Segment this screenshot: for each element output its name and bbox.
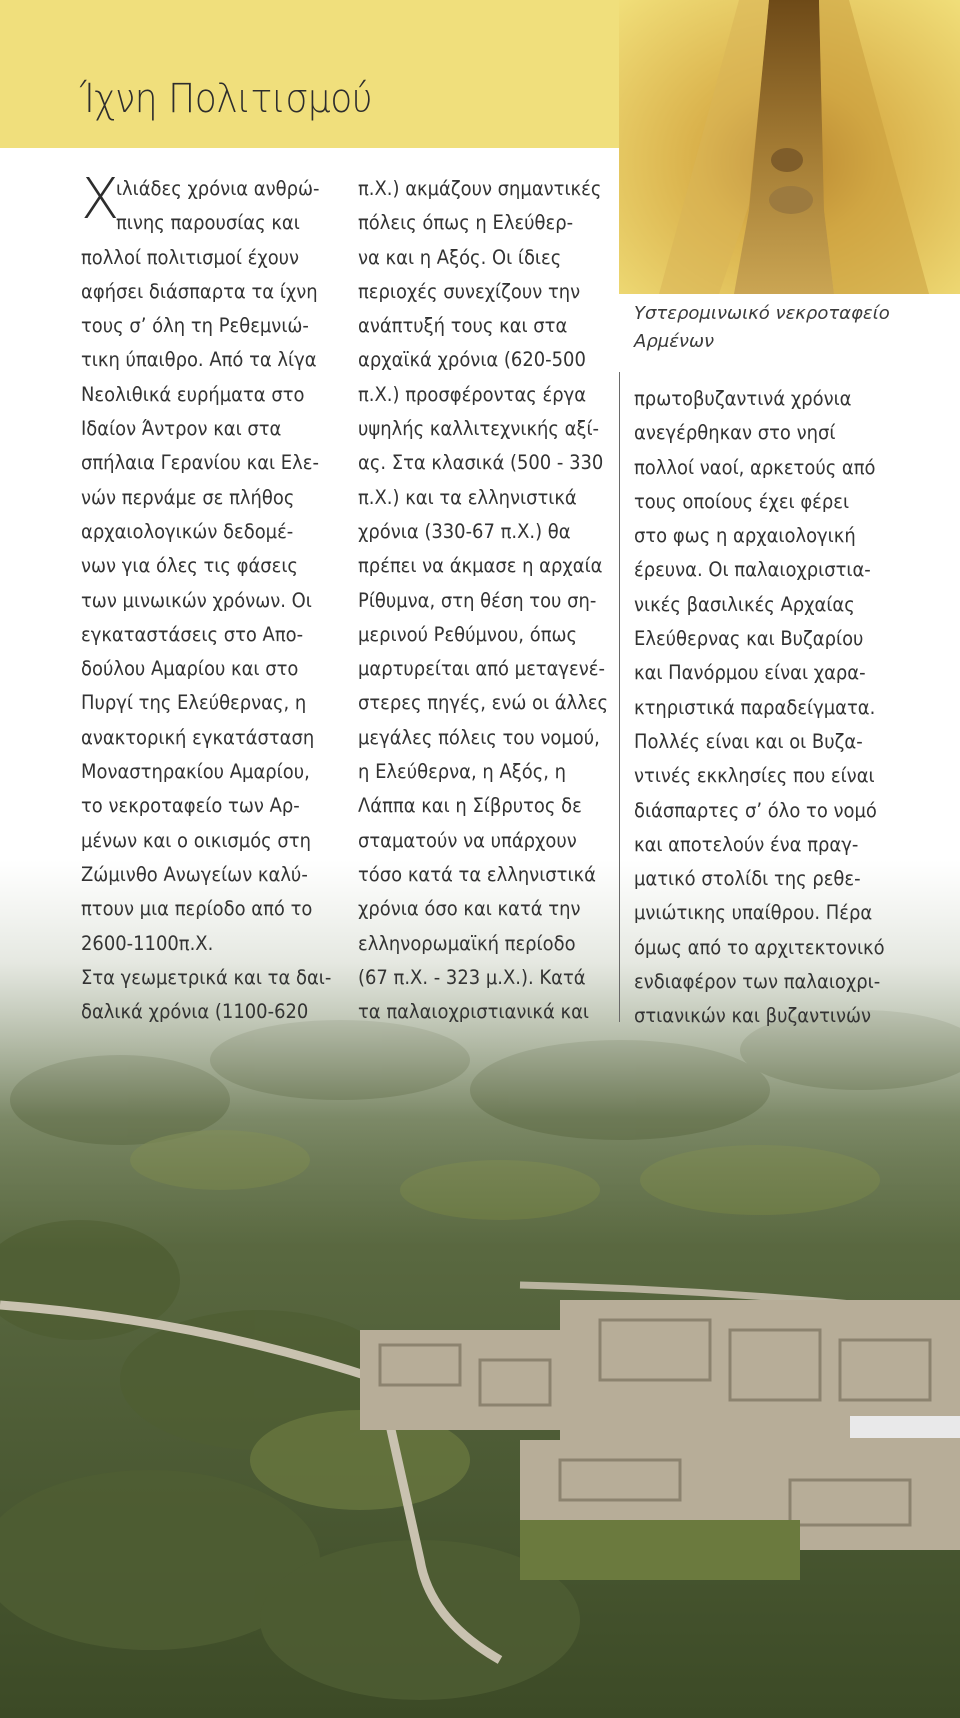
text-line: ντινές εκκλησίες που είναι — [634, 764, 875, 788]
text-line: ιλιάδες χρόνια ανθρώ- — [115, 177, 320, 200]
text-line: δαλικά χρόνια (1100-620 — [81, 1000, 309, 1024]
text-line: μένων και ο οικισμός στη — [81, 828, 311, 852]
text-line: έρευνα. Οι παλαιοχριστια- — [634, 558, 871, 582]
text-line: μνιώτικης υπαίθρου. Πέρα — [634, 901, 873, 925]
text-line: ανάπτυξή τους και στα — [358, 314, 568, 338]
text-line: νών περνάμε σε πλήθος — [81, 485, 295, 509]
text-line: τικη ύπαιθρο. Από τα λίγα — [81, 348, 317, 372]
text-line: Ζώμινθο Ανωγείων καλύ- — [81, 862, 308, 886]
text-line: δούλου Αμαρίου και στο — [81, 657, 299, 681]
text-line: π.Χ.) ακμάζουν σημαντικές — [358, 177, 602, 200]
text-line: σπήλαια Γερανίου και Ελε- — [81, 451, 319, 475]
text-line: ενδιαφέρον των παλαιοχρι- — [634, 970, 881, 994]
page-title: Ίχνη Πολιτισμού — [80, 76, 373, 122]
text-line: ανεγέρθηκαν στο νησί — [634, 421, 836, 445]
text-column-2 — [358, 172, 609, 1029]
text-line: πολλοί πολιτισμοί έχουν — [81, 245, 300, 269]
text-line: νων για όλες τις φάσεις — [81, 554, 298, 578]
text-line: υψηλής καλλιτεχνικής αξί- — [358, 417, 600, 441]
tomb-photo — [619, 0, 960, 294]
text-line: ματικό στολίδι της ρεθε- — [634, 867, 861, 891]
text-line: τους οποίους έχει φέρει — [634, 489, 850, 513]
text-line: σταματούν να υπάρχουν — [358, 828, 577, 852]
text-line: αρχαιολογικών δεδομέ- — [81, 519, 294, 543]
text-line: εγκαταστάσεις στο Απο- — [81, 622, 304, 646]
text-line: μαρτυρείται από μεταγενέ- — [358, 657, 605, 681]
text-line: στο φως η αρχαιολογική — [634, 524, 856, 548]
text-line: Μοναστηρακίου Αμαρίου, — [81, 760, 310, 784]
text-line: κτηριστικά παραδείγματα. — [634, 695, 876, 719]
text-line: πρωτοβυζαντινά χρόνια — [634, 387, 852, 410]
text-line: Πυργί της Ελεύθερνας, η — [81, 691, 307, 715]
column-divider — [619, 372, 620, 1022]
text-line: να και η Αξός. Οι ίδιες — [358, 245, 562, 269]
text-line: πτουν μια περίοδο από το — [81, 897, 313, 921]
text-line: Στα γεωμετρικά και τα δαι- — [81, 965, 332, 989]
text-line: π.Χ.) και τα ελληνιστικά — [358, 485, 577, 509]
text-column-3 — [634, 382, 934, 1034]
text-line: νικές βασιλικές Αρχαίας — [634, 592, 855, 616]
text-line: ελληνορωμαϊκή περίοδο — [358, 931, 576, 955]
text-line: μεγάλες πόλεις του νομού, — [358, 725, 600, 749]
text-line: πόλεις όπως η Ελεύθερ- — [358, 211, 574, 235]
text-line: στερες πηγές, ενώ οι άλλες — [358, 691, 609, 715]
text-line: μερινού Ρεθύμνου, όπως — [358, 622, 578, 646]
text-line: χρόνια όσο και κατά την — [358, 897, 581, 921]
text-line: και Πανόρμου είναι χαρα- — [634, 661, 866, 685]
text-line: όμως από το αρχιτεκτονικό — [634, 935, 885, 959]
text-line: Ρίθυμνα, στη θέση του ση- — [358, 588, 597, 612]
text-line: τα παλαιοχριστιανικά και — [358, 1000, 590, 1024]
text-line: ας. Στα κλασικά (500 - 330 — [358, 451, 604, 475]
text-line: πινης παρουσίας και — [115, 211, 300, 235]
text-line: Πολλές είναι και οι Βυζα- — [634, 729, 863, 753]
text-line: αφήσει διάσπαρτα τα ίχνη — [81, 279, 318, 303]
text-line: τόσο κατά τα ελληνιστικά — [358, 862, 596, 886]
text-line: π.Χ.) προσφέροντας έργα — [358, 382, 587, 406]
text-line: στιανικών και βυζαντινών — [634, 1004, 872, 1028]
text-line: διάσπαρτες σ’ όλο το νομό — [634, 798, 877, 822]
text-line: (67 π.Χ. - 323 μ.Χ.). Κατά — [358, 965, 586, 989]
text-column-1 — [81, 167, 332, 1029]
text-line: πολλοί ναοί, αρκετούς από — [634, 455, 876, 479]
text-line: περιοχές συνεχίζουν την — [358, 279, 581, 303]
caption-line: Υστερομινωικό νεκροταφείο — [634, 303, 890, 324]
text-line: το νεκροταφείο των Αρ- — [81, 794, 300, 818]
text-line: 2600-1100π.Χ. — [81, 931, 214, 955]
text-line: και αποτελούν ένα πραγ- — [634, 832, 859, 856]
text-line: χρόνια (330-67 π.Χ.) θα — [358, 519, 571, 543]
text-line: Ιδαίον Άντρον και στα — [81, 417, 282, 441]
text-line: Λάππα και η Σίβρυτος δε — [358, 794, 582, 818]
title-banner — [0, 0, 619, 148]
caption-line: Αρμένων — [634, 331, 715, 352]
text-line: πρέπει να άκμασε η αρχαία — [358, 554, 603, 578]
drop-cap: Χ — [81, 167, 120, 232]
text-line: Νεολιθικά ευρήματα στο — [81, 382, 305, 406]
text-line: τους σ’ όλη τη Ρεθεμνιώ- — [81, 314, 309, 338]
photo-caption — [634, 300, 934, 356]
text-line: Ελεύθερνας και Βυζαρίου — [634, 627, 864, 651]
text-line: των μινωικών χρόνων. Οι — [81, 588, 312, 612]
text-line: η Ελεύθερνα, η Αξός, η — [358, 760, 567, 784]
text-line: ανακτορική εγκατάσταση — [81, 725, 315, 749]
text-line: αρχαϊκά χρόνια (620-500 — [358, 348, 586, 372]
